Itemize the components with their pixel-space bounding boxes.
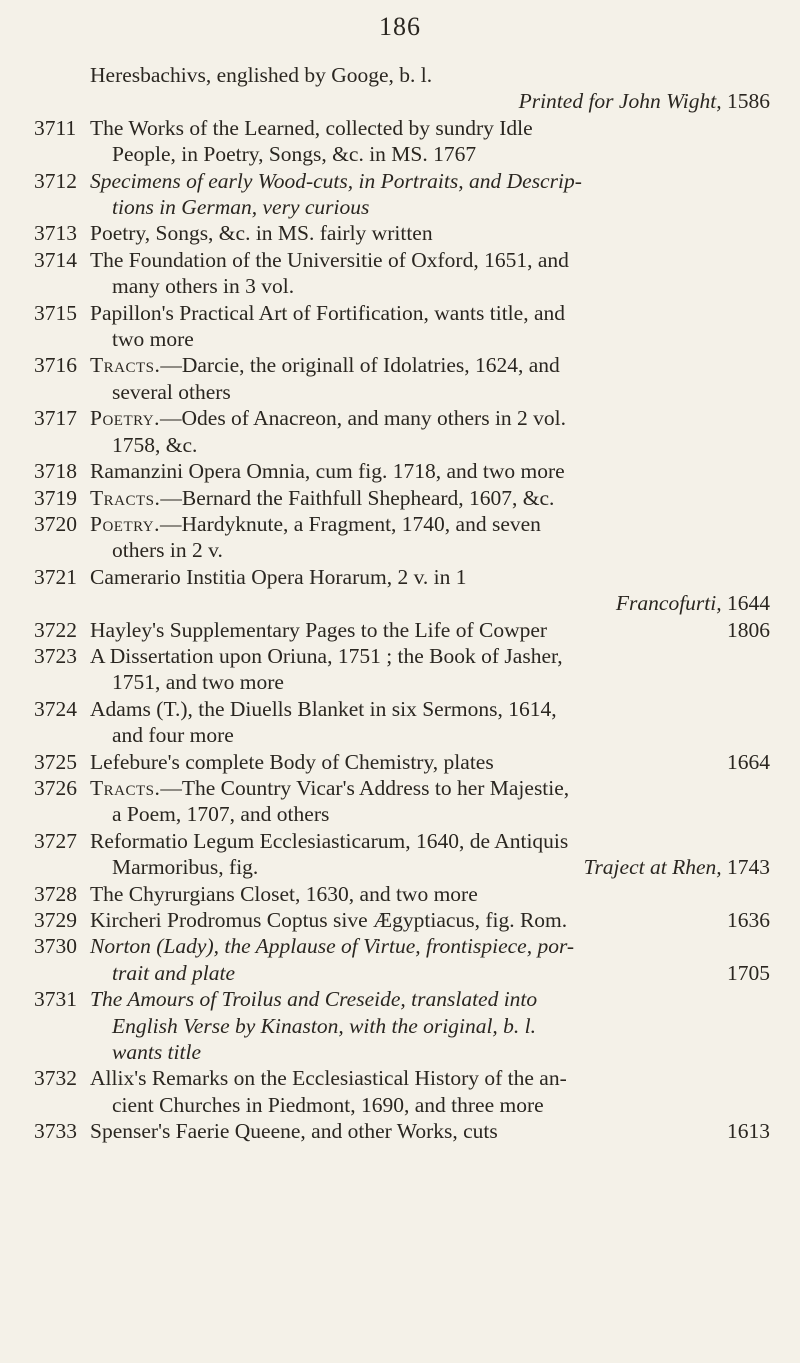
catalogue-entry	[0, 696, 800, 749]
entry-text: Marmoribus, fig.	[112, 855, 259, 880]
catalogue-entry	[0, 220, 800, 246]
entry-text: —The Country Vicar's Address to her Majestie,	[160, 775, 570, 800]
lot-number: 3716	[34, 353, 77, 378]
entry-row	[90, 854, 770, 880]
entry-row	[90, 617, 770, 643]
entry-date: 1664	[727, 749, 770, 774]
entry-text-line	[90, 775, 770, 801]
entry-date: 1586	[727, 89, 770, 114]
entry-imprint-line	[90, 88, 770, 114]
lot-number: 3720	[34, 511, 77, 536]
entry-text: The Works of the Learned, collected by sundry Idle	[90, 115, 533, 140]
lot-number: 3730	[34, 934, 77, 959]
entry-imprint: Francofurti,	[615, 591, 722, 616]
entry-text: A Dissertation upon Oriuna, 1751 ; the Book of Jasher,	[90, 643, 563, 668]
lot-number: 3715	[34, 300, 77, 325]
entry-imprint-line	[90, 590, 770, 616]
lot-number: 3724	[34, 696, 77, 721]
entry-text: 1751, and two more	[112, 670, 284, 695]
entry-text: Norton (Lady), the Applause of Virtue, frontispiece, por-	[90, 934, 575, 959]
lot-number: 3725	[34, 749, 77, 774]
entry-text: The Chyrurgians Closet, 1630, and two more	[90, 881, 478, 906]
entry-text: tions in German, very curious	[112, 195, 370, 220]
entry-text: Adams (T.), the Diuells Blanket in six Sermons, 1614,	[90, 696, 557, 721]
lot-number: 3717	[34, 406, 77, 431]
entry-text: Allix's Remarks on the Ecclesiastical History of the an-	[90, 1066, 567, 1091]
catalogue-entry	[0, 1065, 800, 1118]
catalogue-entry	[0, 511, 800, 564]
entry-text: Specimens of early Wood-cuts, in Portraits, and Descrip-	[90, 168, 582, 193]
entry-text: many others in 3 vol.	[112, 274, 295, 299]
lot-number: 3732	[34, 1066, 77, 1091]
entry-text: several others	[112, 379, 231, 404]
entry-text: Papillon's Practical Art of Fortification, wants title, and	[90, 300, 565, 325]
entry-lead: Tracts.	[90, 775, 161, 800]
entry-text: two more	[112, 327, 194, 352]
catalogue-entry	[0, 62, 800, 115]
entry-text-line	[90, 511, 770, 537]
catalogue-entry	[0, 643, 800, 696]
entry-text: others in 2 v.	[112, 538, 223, 563]
catalogue-entry	[0, 986, 800, 1065]
catalogue-entry	[0, 881, 800, 907]
catalogue-entry	[0, 247, 800, 300]
entry-text: The Foundation of the Universitie of Oxford, 1651, and	[90, 247, 569, 272]
entry-text: The Amours of Troilus and Creseide, translated into	[90, 987, 538, 1012]
lot-number: 3713	[34, 221, 77, 246]
catalogue-entry	[0, 933, 800, 986]
lot-number: 3718	[34, 459, 77, 484]
entry-text-line	[90, 485, 770, 511]
entry-date: 1644	[727, 591, 770, 616]
entry-date: 1705	[727, 960, 770, 985]
entry-text: —Darcie, the originall of Idolatries, 1624, and	[160, 353, 560, 378]
entry-lead: Tracts.	[90, 353, 161, 378]
catalogue-entries	[0, 62, 800, 1145]
entry-text: 1758, &c.	[112, 432, 198, 457]
catalogue-entry	[0, 617, 800, 643]
entry-text: Kircheri Prodromus Coptus sive Ægyptiacus, fig. Rom.	[90, 908, 568, 932]
lot-number: 3731	[34, 987, 77, 1012]
entry-text: Reformatio Legum Ecclesiasticarum, 1640, de Antiquis	[90, 828, 569, 853]
entry-imprint: Traject at Rhen,	[583, 855, 722, 880]
entry-row	[90, 749, 770, 775]
entry-text: a Poem, 1707, and others	[112, 802, 330, 827]
entry-text: wants title	[112, 1040, 201, 1065]
entry-text: Hayley's Supplementary Pages to the Life of Cowper	[90, 617, 548, 642]
catalogue-entry	[0, 300, 800, 353]
entry-lead: Tracts.	[90, 485, 161, 510]
entry-text: Lefebure's complete Body of Chemistry, plates	[90, 749, 494, 774]
catalogue-entry	[0, 564, 800, 617]
entry-lead: Poetry.	[90, 511, 160, 536]
entry-lead: Poetry.	[90, 406, 160, 431]
catalogue-entry	[0, 352, 800, 405]
page-number: 186	[379, 12, 421, 41]
entry-row	[90, 1118, 770, 1144]
lot-number: 3721	[34, 564, 77, 589]
entry-text: and four more	[112, 723, 234, 748]
lot-number: 3723	[34, 643, 77, 668]
entry-text: People, in Poetry, Songs, &c. in MS. 1767	[112, 142, 477, 167]
entry-text: —Odes of Anacreon, and many others in 2 vol.	[160, 406, 567, 431]
catalogue-entry	[0, 168, 800, 221]
catalogue-entry	[0, 115, 800, 168]
entry-text: Ramanzini Opera Omnia, cum fig. 1718, and two more	[90, 459, 565, 484]
entry-date: 1743	[727, 855, 770, 880]
catalogue-entry	[0, 749, 800, 775]
lot-number: 3712	[34, 168, 77, 193]
lot-number: 3727	[34, 828, 77, 853]
entry-date: 1806	[727, 617, 770, 642]
entry-date: 1636	[727, 908, 770, 932]
lot-number: 3733	[34, 1119, 77, 1144]
entry-row	[90, 960, 770, 986]
catalogue-entry	[0, 828, 800, 881]
entry-date: 1613	[727, 1119, 770, 1144]
lot-number: 3714	[34, 247, 77, 272]
entry-text: —Bernard the Faithfull Shepheard, 1607, &c.	[160, 485, 555, 510]
entry-text: Camerario Institia Opera Horarum, 2 v. in 1	[90, 564, 467, 589]
entry-text: cient Churches in Piedmont, 1690, and three more	[112, 1092, 544, 1117]
catalogue-entry	[0, 405, 800, 458]
catalogue-entry	[0, 485, 800, 511]
lot-number: 3729	[34, 908, 77, 932]
lot-number: 3711	[34, 115, 77, 140]
lot-number: 3726	[34, 775, 77, 800]
entry-text: Spenser's Faerie Queene, and other Works, cuts	[90, 1119, 498, 1144]
catalogue-entry	[0, 907, 800, 933]
entry-text: Heresbachivs, englished by Googe, b. l.	[90, 63, 433, 87]
catalogue-entry	[0, 775, 800, 828]
catalogue-entry	[0, 1118, 800, 1144]
catalogue-entry	[0, 458, 800, 484]
lot-number: 3722	[34, 617, 77, 642]
lot-number: 3719	[34, 485, 77, 510]
entry-imprint: Printed for John Wight,	[518, 89, 722, 114]
lot-number: 3728	[34, 881, 77, 906]
entry-text-line	[90, 405, 770, 431]
entry-row	[90, 907, 770, 933]
entry-text: —Hardyknute, a Fragment, 1740, and seven	[160, 511, 541, 536]
entry-text: trait and plate	[112, 960, 236, 985]
entry-text: Poetry, Songs, &c. in MS. fairly written	[90, 221, 433, 246]
entry-text: English Verse by Kinaston, with the original, b. l.	[112, 1013, 537, 1038]
entry-text-line	[90, 352, 770, 378]
